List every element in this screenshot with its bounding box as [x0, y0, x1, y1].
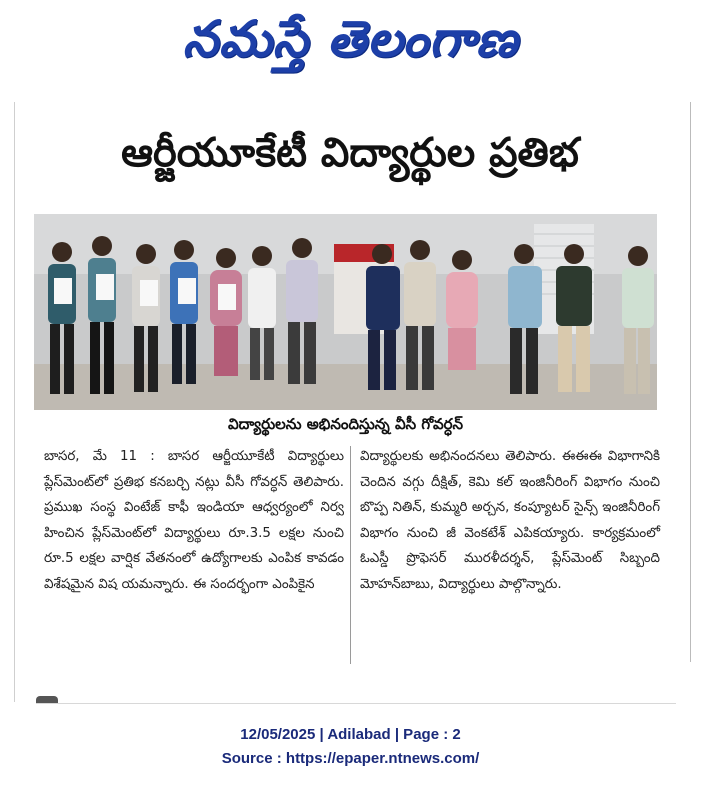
article-photo: [34, 214, 657, 410]
group-photo-illustration: [34, 214, 657, 410]
footer-source-link[interactable]: Source : https://epaper.ntnews.com/: [221, 750, 480, 767]
footer-date-edition-page: 12/05/2025 | Adilabad | Page : 2: [240, 726, 461, 743]
article-headline: ఆర్జీయూకేటీ విద్యార్థుల ప్రతిభ: [121, 130, 579, 176]
newspaper-logo: నమస్తే తెలంగాణ: [182, 10, 519, 68]
article-column-left: బాసర, మే 11 : బాసర ఆర్జీయూకేటీ విద్యార్థులు ప్లేస్‌మెంట్‌లో ప్రతిభ కనబర్చి నట్లు వీసీ గోవర్ధన్ తెలిపారు. ప్రముఖ సంస్థ వింటేజ్ కాఫీ ఇండియా ఆధ్వర్యంలో నిర్వ హించిన ప్లేస్‌మెంట్‌లో విద్యార్థులు రూ.3.5 లక్షల నుంచి రూ.5 లక్షల వార్షిక వేతనంలో ఉద్యోగాలకు ఎంపిక కావడం విశేషమైన విష యమన్నారు. ఈ సందర్భంగా ఎంపికైన: [44, 449, 344, 592]
masthead: [0, 0, 701, 90]
photo-caption: విద్యార్థులను అభినందిస్తున్న వీసీ గోవర్ధన్: [227, 415, 464, 433]
page-right-edge: [690, 102, 691, 662]
page-bottom-rule: [36, 703, 676, 704]
column-divider: [350, 446, 351, 664]
article-column-right: విద్యార్థులకు అభినందనలు తెలిపారు. ఈఈఈ విభాగానికి చెందిన వగ్గు దీక్షిత్, కెమి కల్ ఇంజినీరింగ్ విభాగం నుంచి బొప్ప నితిన్, కుమ్మరి అర్చన, కంప్యూటర్ సైన్స్ ఇంజినీరింగ్ విభాగం నుంచి జీ వెంకటేశ్ ఎపికయ్యారు. కార్యక్రమంలో ఓఎస్డీ ప్రొఫెసర్ మురళీదర్శన్, ప్లేస్‌మెంట్ సిబ్బంది మోహన్‌బాబు, విద్యార్థులు పాల్గొన్నారు.: [360, 449, 660, 592]
page-left-edge: [0, 102, 15, 702]
